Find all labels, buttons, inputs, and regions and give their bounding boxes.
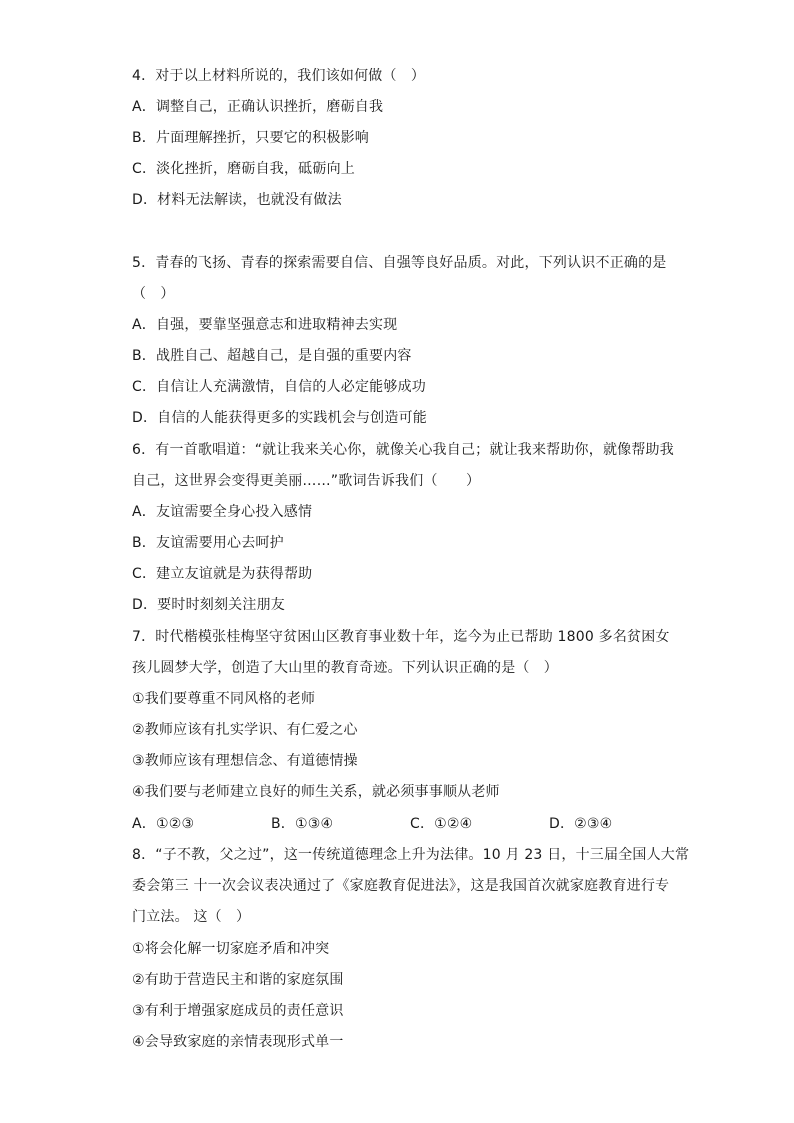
question-5-stem-line-2: （ ） — [132, 286, 175, 302]
question-7-stem-line-1: 7．时代楷模张桂梅坚守贫困山区教育事业数十年，迄今为止已帮助 1800 多名贫困女 — [132, 629, 670, 645]
question-4-option-d: D．材料无法解读，也就没有做法 — [132, 192, 342, 208]
question-8-statement-4: ④会导致家庭的亲情表现形式单一 — [132, 1034, 344, 1050]
question-7-option-d: D．②③④ — [549, 816, 613, 832]
question-7-statement-1: ①我们要尊重不同风格的老师 — [132, 691, 316, 707]
question-4-option-b: B．片面理解挫折，只要它的积极影响 — [132, 130, 370, 146]
question-8-statement-1: ①将会化解一切家庭矛盾和冲突 — [132, 941, 330, 957]
question-7-statement-2: ②教师应该有扎实学识、有仁爱之心 — [132, 722, 358, 738]
question-5-stem-line-1: 5．青春的飞扬、青春的探索需要自信、自强等良好品质。对此，下列认识不正确的是 — [132, 255, 667, 271]
question-7-stem-line-2: 孩儿圆梦大学，创造了大山里的教育奇迹。下列认识正确的是（ ） — [132, 660, 558, 676]
question-6-option-a: A．友谊需要全身心投入感情 — [132, 504, 313, 520]
question-8-statement-3: ③有利于增强家庭成员的责任意识 — [132, 1003, 344, 1019]
question-6-stem-line-1: 6．有一首歌唱道：“就让我来关心你，就像关心我自己；就让我来帮助你，就像帮助我 — [132, 442, 674, 458]
question-4-option-c: C．淡化挫折，磨砺自我，砥砺向上 — [132, 161, 355, 177]
question-8-statement-2: ②有助于营造民主和谐的家庭氛围 — [132, 972, 344, 988]
question-4-option-a: A．调整自己，正确认识挫折，磨砺自我 — [132, 99, 384, 115]
question-6-stem-line-2: 自己，这世界会变得更美丽……”歌词告诉我们（ ） — [132, 473, 481, 489]
question-4-stem: 4．对于以上材料所说的，我们该如何做（ ） — [132, 68, 426, 84]
question-7-statement-3: ③教师应该有理想信念、有道德情操 — [132, 753, 358, 769]
question-7-option-c: C．①②④ — [410, 816, 473, 832]
question-8-stem-line-2: 委会第三 十一次会议表决通过了《家庭教育促进法》，这是我国首次就家庭教育进行专 — [132, 878, 670, 894]
question-8-stem-line-3: 门立法。 这（ ） — [132, 909, 251, 925]
question-8-stem-line-1: 8．“子不教，父之过”，这一传统道德理念上升为法律。10 月 23 日，十三届全国人大常 — [132, 847, 690, 863]
question-7-statement-4: ④我们要与老师建立良好的师生关系，就必须事事顺从老师 — [132, 784, 500, 800]
question-5-option-c: C．自信让人充满激情，自信的人必定能够成功 — [132, 379, 426, 395]
question-5-option-a: A．自强，要靠坚强意志和进取精神去实现 — [132, 317, 398, 333]
question-6-option-c: C．建立友谊就是为获得帮助 — [132, 566, 313, 582]
question-5-option-d: D．自信的人能获得更多的实践机会与创造可能 — [132, 410, 427, 426]
question-7-options — [132, 814, 688, 834]
question-6-option-b: B．友谊需要用心去呵护 — [132, 535, 284, 551]
question-7-option-a: A．①②③ — [132, 816, 195, 832]
question-5-option-b: B．战胜自己、超越自己，是自强的重要内容 — [132, 348, 412, 364]
question-6-option-d: D．要时时刻刻关注朋友 — [132, 597, 285, 613]
question-7-option-b: B．①③④ — [271, 816, 334, 832]
